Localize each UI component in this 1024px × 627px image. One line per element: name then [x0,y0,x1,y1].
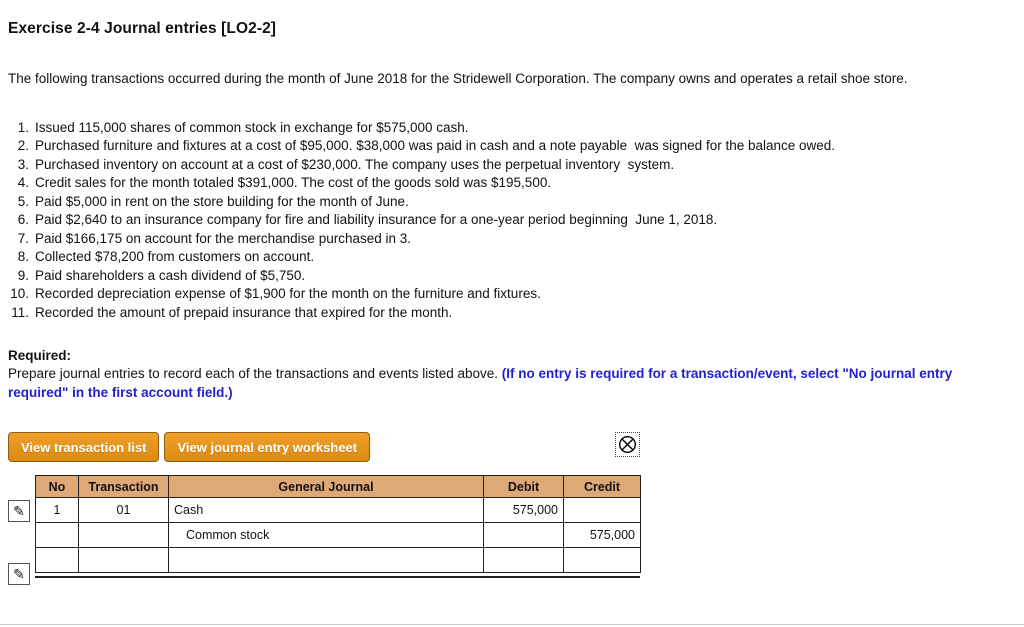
intro-text: The following transactions occurred during the month of June 2018 for the Stridewell Corporation. The company owns and operates a retail shoe store. [8,71,908,86]
cell-debit [484,523,564,548]
page-title: Exercise 2-4 Journal entries [LO2-2] [8,20,277,37]
list-item-number: 5. [17,193,29,209]
journal-table-header [36,476,641,498]
pencil-glyph: ✎ [13,566,25,582]
view-transaction-list-button[interactable]: View transaction list [8,432,159,462]
col-header-no: No [36,476,79,498]
list-item-text: Paid shareholders a cash dividend of $5,750. [35,267,306,283]
list-item [8,248,1024,267]
edit-pencil-icon[interactable] [8,563,30,585]
list-item-number: 11. [11,304,29,320]
required-label: Required: [8,348,72,363]
col-header-credit: Credit [564,476,641,498]
list-item [8,304,1024,323]
col-header-general-journal: General Journal [169,476,484,498]
cell-debit [484,548,564,573]
list-item-number: 4. [17,175,29,190]
pencil-glyph: ✎ [13,503,25,519]
list-item [8,193,1024,212]
list-item [8,174,1024,193]
cell-transaction: 01 [79,498,169,523]
cell-no [36,523,79,548]
list-item-number: 8. [17,249,29,264]
page-bottom-divider [0,624,1024,625]
view-journal-entry-worksheet-button[interactable]: View journal entry worksheet [164,432,370,462]
col-header-transaction: Transaction [79,476,169,498]
list-item [8,119,1024,138]
cell-credit [564,548,641,573]
journal-table [35,475,641,573]
list-item [8,137,1024,156]
list-item-number: 1. [17,119,29,135]
required-instructions-text: Prepare journal entries to record each of the transactions and events listed above. [8,366,502,381]
list-item-text: Paid $2,640 to an insurance company for fire and liability insurance for a one-year period beginning June 1, 2018. [35,212,718,227]
list-item-text: Purchased inventory on account at a cost of $230,000. The company uses the perpetual inventory system. [35,156,675,172]
list-item-text: Paid $166,175 on account for the merchandise purchased in 3. [35,230,412,246]
list-item-number: 2. [17,138,29,153]
list-item-text: Recorded the amount of prepaid insurance that expired for the month. [35,304,453,320]
list-item [8,285,1024,304]
list-item-text: Recorded depreciation expense of $1,900 for the month on the furniture and fixtures. [35,286,541,301]
transactions-list [8,119,1024,323]
circle-x-icon [618,435,637,454]
toolbar [8,432,640,462]
cell-account: Common stock [169,523,484,548]
cell-account [169,548,484,573]
next-entry-block-divider [35,576,640,590]
list-item-number: 3. [17,156,29,172]
list-item-number: 6. [17,212,29,227]
list-item [8,156,1024,175]
list-item-number: 10. [10,286,29,301]
table-row [36,523,641,548]
cell-transaction [79,523,169,548]
list-item [8,230,1024,249]
edit-pencil-icon[interactable] [8,500,30,522]
list-item-number: 7. [17,230,29,246]
col-header-debit: Debit [484,476,564,498]
close-icon[interactable] [615,432,640,457]
cell-credit: 575,000 [564,523,641,548]
list-item-text: Credit sales for the month totaled $391,000. The cost of the goods sold was $195,500. [35,175,552,190]
cell-credit [564,498,641,523]
cell-no: 1 [36,498,79,523]
list-item-text: Paid $5,000 in rent on the store building for the month of June. [35,193,409,209]
cell-no [36,548,79,573]
cell-account: Cash [169,498,484,523]
list-item [8,267,1024,286]
list-item-number: 9. [17,267,29,283]
required-instructions-note: (If no entry is required for a transaction/event, select "No journal entry required" in the first account field.) [8,366,953,400]
journal-table-section [8,475,1024,590]
cell-transaction [79,548,169,573]
cell-debit: 575,000 [484,498,564,523]
list-item-text: Issued 115,000 shares of common stock in exchange for $575,000 cash. [35,119,469,135]
list-item [8,211,1024,230]
list-item-text: Purchased furniture and fixtures at a cost of $95,000. $38,000 was paid in cash and a note payable was signed for the balance owed. [35,138,836,153]
list-item-text: Collected $78,200 from customers on account. [35,249,315,264]
table-row [36,498,641,523]
required-instructions [8,365,960,402]
table-row [36,548,641,573]
